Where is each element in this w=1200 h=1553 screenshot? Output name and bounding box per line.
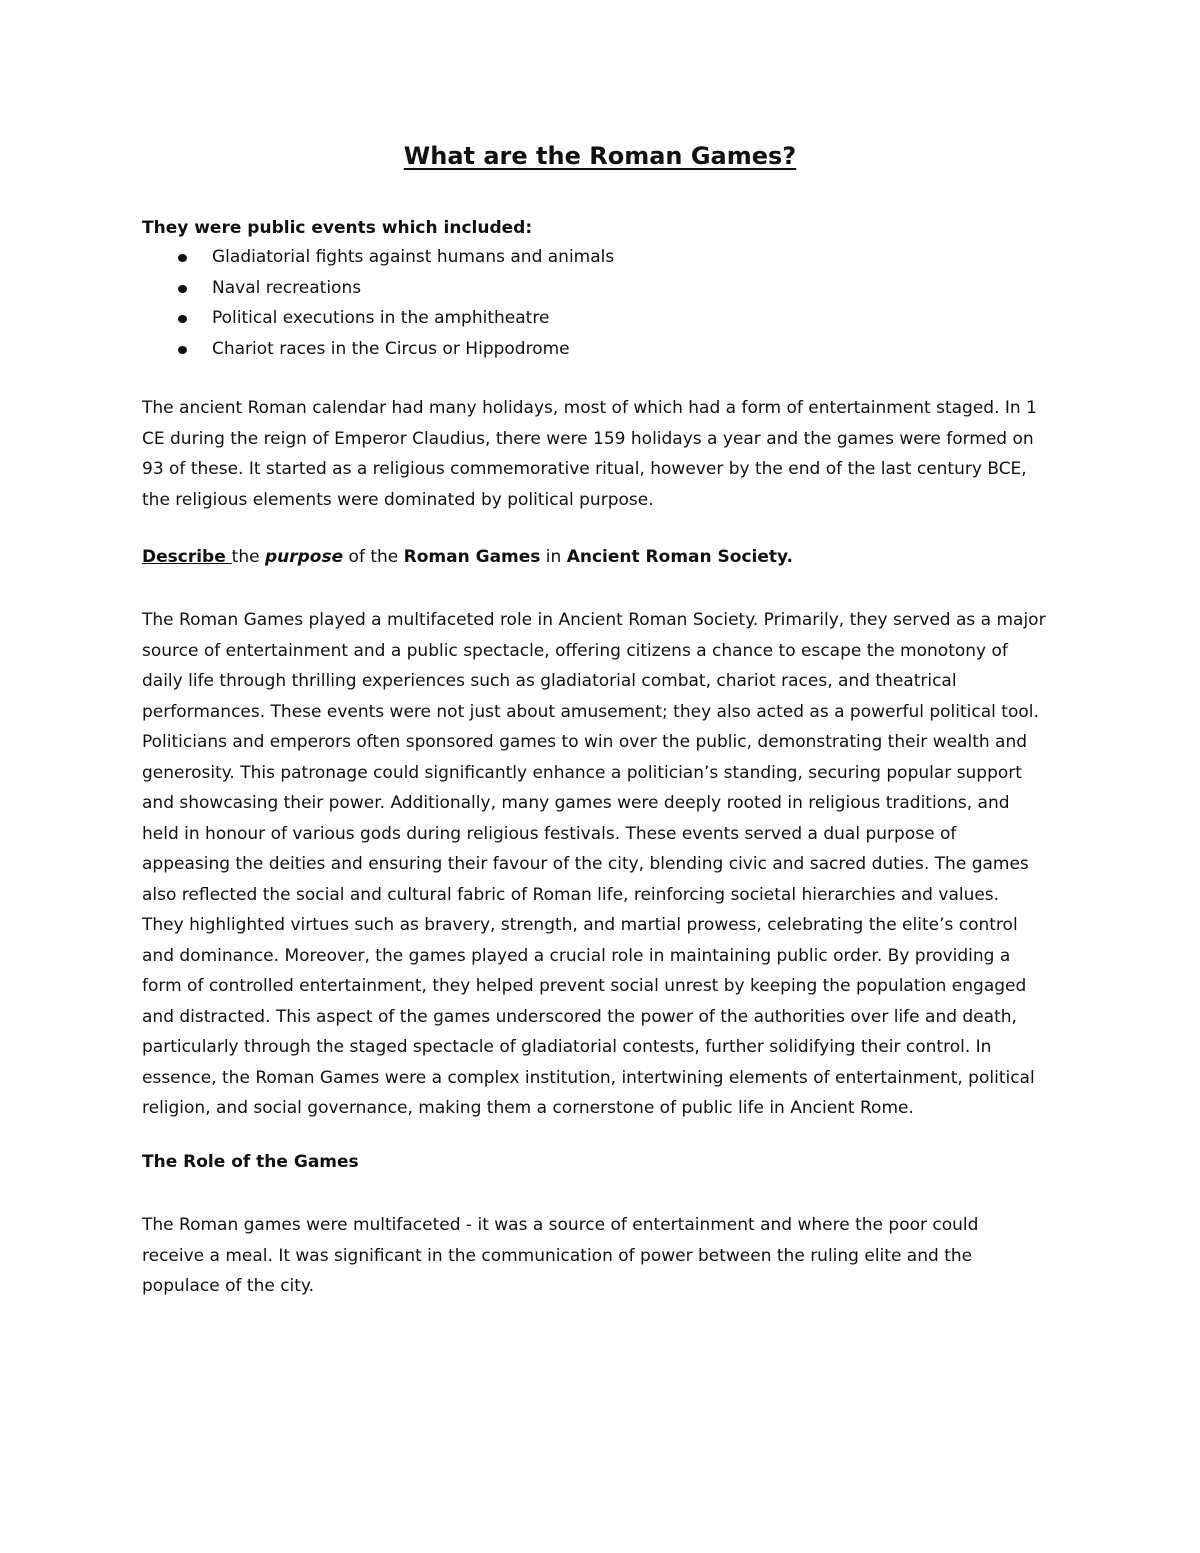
paragraph-line: The ancient Roman calendar had many holidays, most of which had a form of entertainment staged. In 1 [142,398,1037,418]
paragraph-line: CE during the reign of Emperor Claudius, there were 159 holidays a year and the games were formed on [142,428,1034,449]
paragraph-line: held in honour of various gods during religious festivals. These events served a dual purpose of [142,823,957,844]
paragraph-line: daily life through thrilling experiences such as gladiatorial combat, chariot races, and theatrical [142,671,957,691]
list-item-text: Political executions in the amphitheatre [212,308,550,328]
paragraph-line: religion, and social governance, making them a cornerstone of public life in Ancient Rome. [142,1098,914,1118]
bullet-icon [178,285,187,293]
question-purpose: purpose [264,547,344,567]
list-item [142,337,614,368]
list-item-text: Gladiatorial fights against humans and animals [212,247,615,267]
document-title [0,142,1200,170]
list-item [142,276,614,307]
role-paragraph [142,1210,1062,1302]
question-describe: Describe [142,547,232,567]
list-item [142,245,614,276]
paragraph-line: performances. These events were not just about amusement; they also acted as a powerful political tool. [142,701,1039,722]
bullet-icon [178,315,187,323]
events-list [142,245,614,367]
paragraph-line: The Roman games were multifaceted - it was a source of entertainment and where the poor could [142,1215,979,1235]
paragraph-line: particularly through the staged spectacle of gladiatorial contests, further solidifying their control. In [142,1037,992,1057]
paragraph-line: populace of the city. [142,1276,314,1296]
list-item-text: Naval recreations [212,277,362,298]
paragraph-line: 93 of these. It started as a religious commemorative ritual, however by the end of the last century BCE, [142,459,1027,479]
calendar-paragraph [142,393,1062,515]
paragraph-line: form of controlled entertainment, they helped prevent social unrest by keeping the population engaged [142,976,1027,996]
paragraph-line: generosity. This patronage could significantly enhance a politician’s standing, securing popular support [142,762,1022,783]
paragraph-line: source of entertainment and a public spectacle, offering citizens a chance to escape the monotony of [142,640,1008,661]
role-heading: The Role of the Games [142,1152,359,1172]
paragraph-line: receive a meal. It was significant in the communication of power between the ruling elite and the [142,1245,973,1266]
paragraph-line: appeasing the deities and ensuring their favour of the city, blending civic and sacred duties. The games [142,854,1029,874]
question-heading [142,547,793,567]
question-of-the: of the [343,547,404,567]
question-in: in [540,547,567,567]
intro-text: They were public events which included: [142,218,533,238]
paragraph-line: also reflected the social and cultural fabric of Roman life, reinforcing societal hierarchies and values. [142,884,1000,905]
paragraph-line: essence, the Roman Games were a complex institution, intertwining elements of entertainment, political [142,1067,1035,1088]
paragraph-line: Politicians and emperors often sponsored games to win over the public, demonstrating their wealth and [142,732,1028,752]
question-roman-games: Roman Games [403,547,541,567]
list-item-text: Chariot races in the Circus or Hippodrome [212,338,570,359]
paragraph-line: They highlighted virtues such as bravery, strength, and martial prowess, celebrating the elite’s control [142,915,1018,935]
paragraph-line: and distracted. This aspect of the games underscored the power of the authorities over life and death, [142,1006,1017,1027]
paragraph-line: The Roman Games played a multifaceted role in Ancient Roman Society. Primarily, they served as a major [142,610,1046,630]
bullet-icon [178,346,187,354]
paragraph-line: and showcasing their power. Additionally, many games were deeply rooted in religious traditions, and [142,793,1010,813]
bullet-icon [178,254,187,262]
list-item [142,306,614,337]
question-the: the [231,547,265,567]
document-title-text: What are the Roman Games? [403,142,797,170]
paragraph-line: the religious elements were dominated by political purpose. [142,489,654,510]
purpose-paragraph [142,605,1062,1124]
paragraph-line: and dominance. Moreover, the games played a crucial role in maintaining public order. By providing a [142,945,1011,966]
question-society: Ancient Roman Society. [566,547,793,567]
